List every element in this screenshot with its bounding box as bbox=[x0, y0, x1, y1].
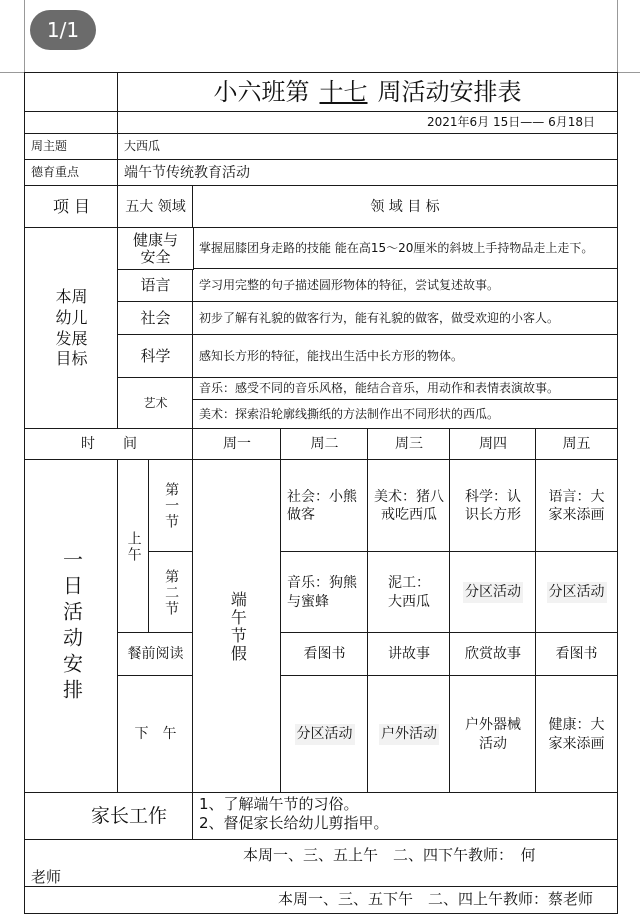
time-header: 时 间 bbox=[24, 428, 194, 461]
date-blank-cell bbox=[24, 111, 119, 135]
activity-cell: 音乐：狗熊与蜜蜂 bbox=[280, 551, 369, 634]
page-indicator: 1/1 bbox=[30, 10, 96, 50]
goal-text: 学习用完整的句子描述圆形物体的特征，尝试复述故事。 bbox=[192, 268, 618, 303]
title-suffix: 周活动安排表 bbox=[377, 77, 522, 106]
day-header: 周一 bbox=[192, 428, 282, 461]
activity-text: 分区活动 bbox=[547, 582, 607, 602]
holiday-cell: 端午节假 bbox=[192, 459, 282, 794]
moral-label: 德育重点 bbox=[24, 159, 119, 187]
item-header: 项 目 bbox=[24, 185, 119, 229]
target-header: 领 域 目 标 bbox=[192, 185, 618, 229]
goals-label: 本周幼儿发展目标 bbox=[24, 227, 119, 430]
activity-cell: 泥工：大西瓜 bbox=[367, 551, 451, 634]
teacher-line: 本周一、三、五上午 二、四下午教师： 何 bbox=[243, 846, 536, 864]
theme-value: 大西瓜 bbox=[117, 133, 618, 161]
title-blank-cell bbox=[24, 72, 119, 113]
page-right-edge bbox=[617, 0, 618, 72]
parents-items bbox=[192, 792, 618, 841]
activity-cell: 户外器械活动 bbox=[449, 675, 537, 794]
theme-label: 周主题 bbox=[24, 133, 119, 161]
page-left-edge bbox=[24, 0, 25, 72]
teacher-note-2: 本周一、三、五下午 二、四上午教师：蔡老师 bbox=[24, 886, 618, 914]
teacher-note-1 bbox=[24, 839, 618, 888]
activity-cell: 社会：小熊做客 bbox=[280, 459, 369, 553]
reading-cell: 讲故事 bbox=[367, 632, 451, 677]
goal-domain-art: 艺术 bbox=[117, 377, 194, 430]
activity-cell bbox=[367, 675, 451, 794]
domains-header: 五大 领域 bbox=[117, 185, 194, 229]
page-title bbox=[117, 72, 618, 113]
goal-text: 感知长方形的特征，能找出生活中长方形的物体。 bbox=[192, 334, 618, 379]
activity-cell: 健康：大家来添画 bbox=[535, 675, 618, 794]
period1-label: 第一节 bbox=[148, 459, 194, 553]
goal-text-fine-art: 美术：探索沿轮廓线撕纸的方法制作出不同形状的西瓜。 bbox=[192, 399, 618, 430]
goal-domain: 科学 bbox=[117, 334, 194, 379]
goal-text-music: 音乐：感受不同的音乐风格，能结合音乐，用动作和表情表演故事。 bbox=[192, 377, 618, 401]
schedule-label: 一日活动安排 bbox=[24, 459, 119, 794]
day-header: 周四 bbox=[449, 428, 537, 461]
parents-item: 2、督促家长给幼儿剪指甲。 bbox=[199, 813, 389, 832]
activity-cell: 科学：认识长方形 bbox=[449, 459, 537, 553]
title-prefix: 小六班第 bbox=[213, 77, 310, 106]
title-week: 十七 bbox=[319, 77, 368, 106]
reading-cell: 看图书 bbox=[535, 632, 618, 677]
moral-value: 端午节传统教育活动 bbox=[117, 159, 618, 187]
goal-domain-cell bbox=[117, 227, 194, 270]
activity-cell: 美术：猪八戒吃西瓜 bbox=[367, 459, 451, 553]
parents-label: 家长工作 bbox=[24, 792, 194, 841]
goal-domain: 社会 bbox=[117, 301, 194, 336]
activity-cell bbox=[280, 675, 369, 794]
activity-text: 分区活动 bbox=[463, 582, 523, 602]
afternoon-label: 下 午 bbox=[117, 675, 194, 794]
activity-text: 分区活动 bbox=[295, 724, 355, 744]
reading-cell: 欣赏故事 bbox=[449, 632, 537, 677]
goal-text: 初步了解有礼貌的做客行为，能有礼貌的做客，做受欢迎的小客人。 bbox=[192, 301, 618, 336]
goal-text: 掌握屈膝团身走路的技能 能在高15～20厘米的斜坡上手持物品走上走下。 bbox=[192, 227, 618, 270]
activity-cell: 语言：大家来添画 bbox=[535, 459, 618, 553]
activity-cell bbox=[535, 551, 618, 634]
period2-label: 第二节 bbox=[148, 551, 194, 634]
goal-domain: 语言 bbox=[117, 268, 194, 303]
activity-text: 户外活动 bbox=[379, 724, 439, 744]
reading-label: 餐前阅读 bbox=[117, 632, 194, 677]
reading-cell: 看图书 bbox=[280, 632, 369, 677]
day-header: 周二 bbox=[280, 428, 369, 461]
day-header: 周五 bbox=[535, 428, 618, 461]
goal-domain: 健康与安全 bbox=[132, 231, 178, 266]
activity-cell bbox=[449, 551, 537, 634]
morning-label: 上午 bbox=[117, 459, 150, 634]
teacher-line-wrap: 老师 bbox=[31, 867, 62, 886]
date-range: 2021年6月 15日—— 6月18日 bbox=[117, 111, 618, 135]
parents-item: 1、了解端午节的习俗。 bbox=[199, 795, 359, 813]
day-header: 周三 bbox=[367, 428, 451, 461]
